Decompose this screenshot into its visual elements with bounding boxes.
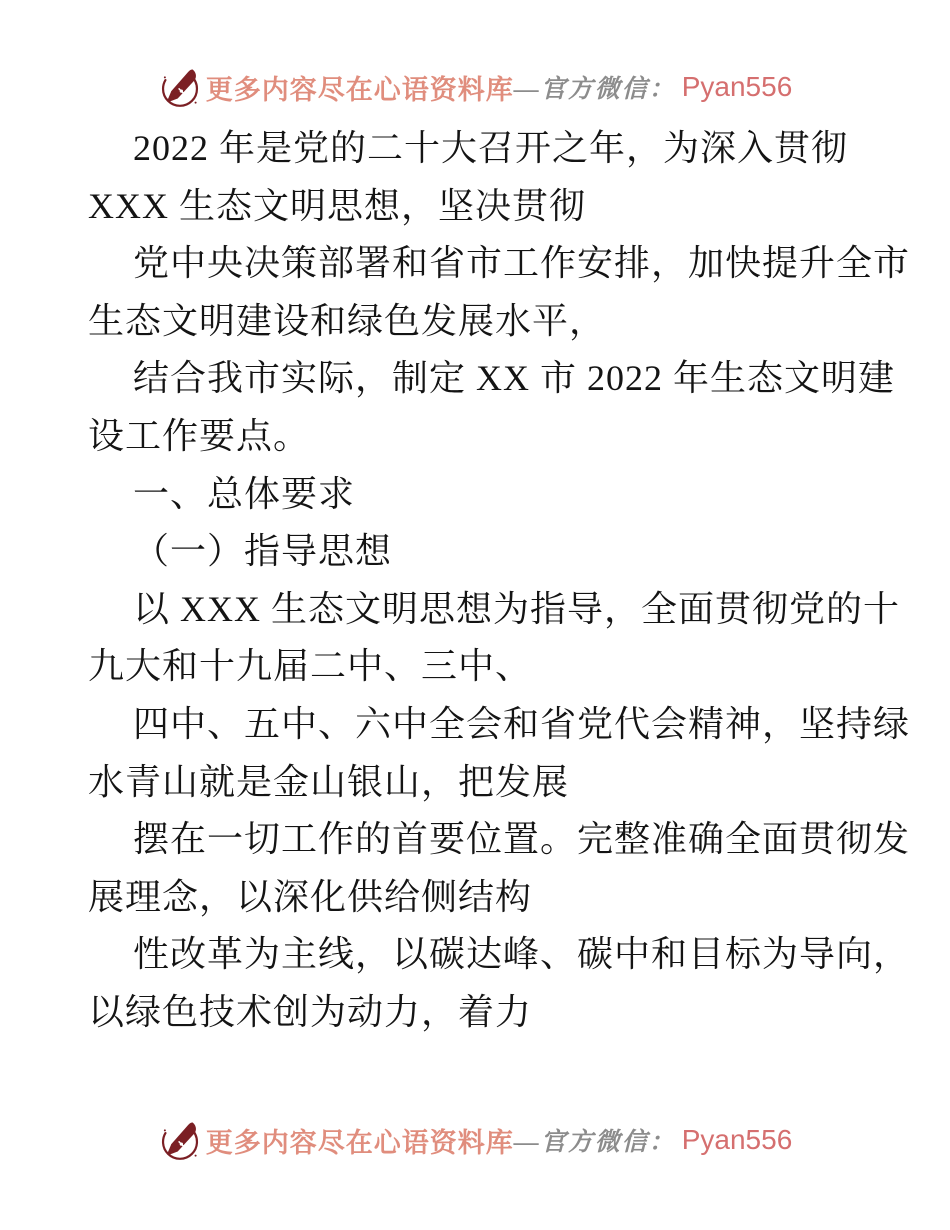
text-line: 党中央决策部署和省市工作安排，加快提升全市 — [133, 243, 911, 284]
text-line: 摆在一切工作的首要位置。完整准确全面贯彻发 — [133, 819, 911, 860]
pen-nib-logo-icon — [158, 1117, 202, 1163]
watermark-text: 更多内容尽在心语资料库 — [205, 1127, 514, 1158]
text-line: 结合我市实际，制定 XX 市 2022 年生态文明建 — [133, 358, 895, 399]
text-line: 以 XXX 生态文明思想为指导，全面贯彻党的十 — [133, 588, 900, 629]
watermark-separator: —官方微信： — [513, 1129, 676, 1156]
text-line: 设工作要点。 — [88, 415, 311, 456]
wechat-id: Pyan556 — [681, 71, 793, 102]
watermark-separator: —官方微信： — [513, 76, 676, 103]
watermark-text: 更多内容尽在心语资料库 — [205, 74, 514, 105]
text-line: （一）指导思想 — [133, 531, 393, 572]
watermark-footer — [0, 1117, 950, 1163]
text-line: 水青山就是金山银山，把发展 — [88, 761, 570, 802]
text-line: 九大和十九届二中、三中、 — [88, 646, 533, 687]
text-line: 展理念，以深化供给侧结构 — [88, 876, 533, 917]
wechat-id: Pyan556 — [681, 1124, 793, 1155]
text-line: 性改革为主线，以碳达峰、碳中和目标为导向， — [133, 934, 911, 975]
text-line: XXX 生态文明思想，坚决贯彻 — [88, 185, 586, 226]
document-body — [88, 120, 911, 1042]
text-line: 2022 年是党的二十大召开之年，为深入贯彻 — [133, 128, 849, 168]
text-line: 一、总体要求 — [133, 473, 356, 514]
text-line: 生态文明建设和绿色发展水平， — [88, 300, 607, 341]
text-line: 四中、五中、六中全会和省党代会精神，坚持绿 — [133, 703, 911, 744]
pen-nib-logo-icon — [158, 64, 202, 110]
text-line: 以绿色技术创为动力，着力 — [88, 991, 533, 1032]
watermark-header — [0, 64, 950, 110]
